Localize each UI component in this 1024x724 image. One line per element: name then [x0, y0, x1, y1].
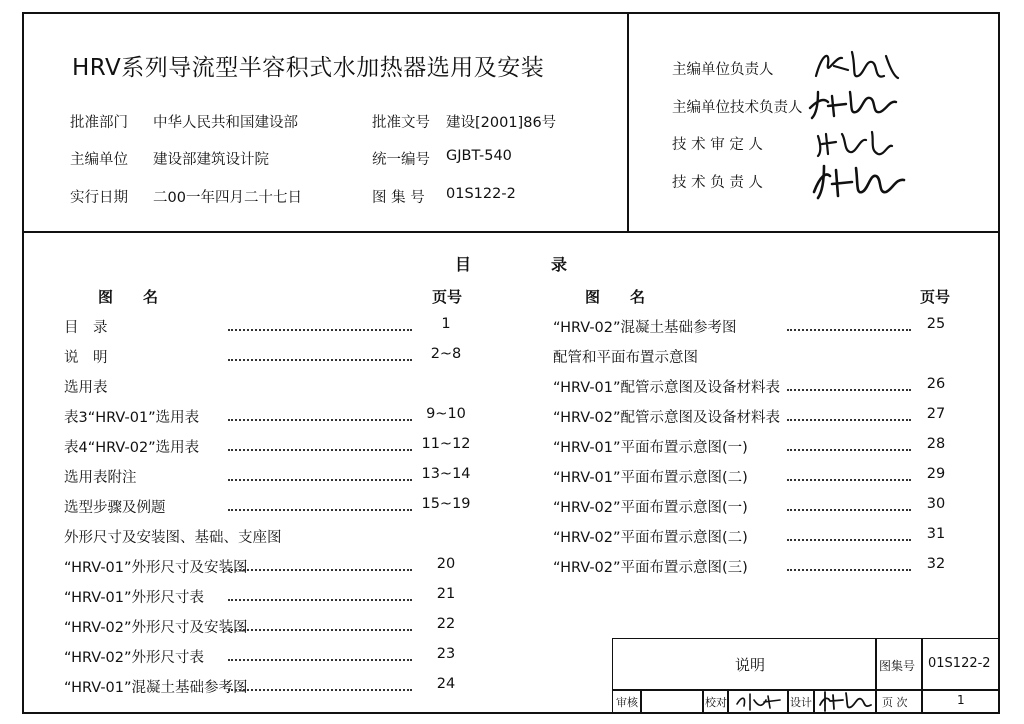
toc-entry-page: 27	[926, 406, 946, 422]
toc-entry-name: “HRV-02”混凝土基础参考图	[553, 320, 737, 336]
toc-leader-dots	[228, 629, 412, 631]
toc-leader-dots	[787, 449, 911, 451]
toc-entry-page: 23	[436, 646, 456, 662]
editor-unit: 建设部建筑设计院	[153, 152, 269, 168]
approval-doc: 建设[2001]86号	[446, 115, 557, 131]
title-block-col-divider	[875, 638, 877, 714]
approval-dept: 中华人民共和国建设部	[153, 115, 298, 131]
toc-leader-dots	[228, 479, 412, 481]
toc-entry-page: 28	[926, 436, 946, 452]
review-label: 审核	[616, 696, 638, 709]
toc-entry-name: 选用表	[64, 380, 108, 396]
toc-entry-name: “HRV-01”外形尺寸及安装图	[64, 560, 248, 576]
page-label: 页 次	[882, 696, 908, 709]
toc-leader-dots	[228, 689, 412, 691]
toc-entry-name: 说 明	[64, 350, 108, 366]
toc-leader-dots	[228, 659, 412, 661]
unified-no: GJBT-540	[446, 148, 512, 164]
toc-entry-page: 9~10	[426, 406, 466, 422]
toc-entry-name: “HRV-02”配管示意图及设备材料表	[553, 410, 781, 426]
toc-entry-name: “HRV-02”平面布置示意图(二)	[553, 530, 748, 546]
toc-entry-name: “HRV-01”外形尺寸表	[64, 590, 205, 606]
toc-entry-page: 15~19	[421, 496, 471, 512]
toc-entry-name: “HRV-02”外形尺寸及安装图	[64, 620, 248, 636]
responsible-label: 主编单位负责人	[672, 62, 774, 78]
title-block-col-divider	[921, 638, 923, 714]
toc-leader-dots	[228, 569, 412, 571]
signature-technical-reviewer	[814, 126, 894, 160]
signature-technical-chief	[806, 86, 898, 122]
responsible-label: 主编单位技术负责人	[672, 100, 803, 116]
title-block-col-divider	[640, 689, 642, 714]
toc-entry-name: “HRV-02”外形尺寸表	[64, 650, 205, 666]
toc-leader-dots	[228, 599, 412, 601]
toc-entry-name: “HRV-01”平面布置示意图(二)	[553, 470, 748, 486]
toc-entry-name: 表4“HRV-02”选用表	[64, 440, 200, 456]
toc-entry-name: 表3“HRV-01”选用表	[64, 410, 200, 426]
toc-entry-page: 32	[926, 556, 946, 572]
right-col-page-header: 页号	[920, 288, 951, 306]
signature-technical-leader	[810, 162, 906, 202]
page-no: 1	[957, 693, 965, 707]
toc-leader-dots	[787, 569, 911, 571]
toc-leader-dots	[787, 479, 911, 481]
toc-leader-dots	[787, 539, 911, 541]
toc-entry-name: “HRV-01”平面布置示意图(一)	[553, 440, 748, 456]
editor-unit-label: 主编单位	[70, 152, 128, 168]
right-col-name-header: 图 名	[585, 288, 646, 306]
toc-leader-dots	[787, 419, 911, 421]
toc-entry-name: 配管和平面布置示意图	[553, 350, 698, 366]
atlas-no-label-tb: 图集号	[879, 659, 916, 673]
sheet-title: 说明	[735, 656, 766, 674]
atlas-no-label: 图 集 号	[372, 190, 425, 206]
left-col-page-header: 页号	[432, 288, 463, 306]
toc-entry-page: 29	[926, 466, 946, 482]
toc-entry-name: 外形尺寸及安装图、基础、支座图	[64, 530, 282, 546]
title-block-col-divider	[787, 689, 789, 714]
toc-entry-name: “HRV-01”配管示意图及设备材料表	[553, 380, 781, 396]
toc-entry-page: 30	[926, 496, 946, 512]
unified-no-label: 统一编号	[372, 152, 430, 168]
atlas-title: HRV系列导流型半容积式水加热器选用及安装	[72, 55, 545, 81]
toc-leader-dots	[228, 359, 412, 361]
design-label: 设计	[790, 696, 812, 709]
signature-checker	[734, 690, 782, 712]
toc-leader-dots	[228, 419, 412, 421]
toc-entry-page: 20	[436, 556, 456, 572]
left-col-name-header: 图 名	[98, 288, 159, 306]
header-vertical-divider	[627, 12, 629, 232]
toc-leader-dots	[787, 329, 911, 331]
title-block-col-divider	[702, 689, 704, 714]
toc-entry-page: 22	[436, 616, 456, 632]
header-divider	[22, 231, 1000, 233]
toc-leader-dots	[228, 509, 412, 511]
toc-entry-page: 24	[436, 676, 456, 692]
toc-entry-name: 选用表附注	[64, 470, 137, 486]
atlas-no: 01S122-2	[446, 186, 516, 202]
approval-dept-label: 批准部门	[70, 115, 128, 131]
toc-entry-page: 31	[926, 526, 946, 542]
toc-entry-page: 1	[441, 316, 451, 332]
toc-entry-page: 13~14	[421, 466, 471, 482]
toc-leader-dots	[787, 389, 911, 391]
signature-chief-editor	[812, 46, 900, 86]
check-label: 校对	[705, 696, 727, 709]
toc-leader-dots	[228, 329, 412, 331]
toc-entry-name: “HRV-01”混凝土基础参考图	[64, 680, 248, 696]
responsible-label: 技 术 审 定 人	[672, 137, 763, 153]
toc-entry-name: 选型步骤及例题	[64, 500, 166, 516]
toc-entry-name: 目 录	[64, 320, 108, 336]
impl-date-label: 实行日期	[70, 190, 128, 206]
impl-date: 二00一年四月二十七日	[153, 190, 302, 206]
toc-entry-name: “HRV-02”平面布置示意图(一)	[553, 500, 748, 516]
toc-heading: 目 录	[455, 255, 568, 274]
toc-entry-name: “HRV-02”平面布置示意图(三)	[553, 560, 748, 576]
toc-entry-page: 11~12	[421, 436, 471, 452]
atlas-no-tb: 01S122-2	[928, 656, 991, 671]
toc-entry-page: 21	[436, 586, 456, 602]
title-block-row-divider	[612, 689, 1000, 691]
approval-doc-label: 批准文号	[372, 115, 430, 131]
title-block-col-divider	[813, 689, 815, 714]
toc-entry-page: 26	[926, 376, 946, 392]
toc-leader-dots	[228, 449, 412, 451]
title-block-col-divider	[727, 689, 729, 714]
signature-designer	[817, 689, 873, 713]
toc-entry-page: 2~8	[430, 346, 462, 362]
toc-leader-dots	[787, 509, 911, 511]
toc-entry-page: 25	[926, 316, 946, 332]
responsible-label: 技 术 负 责 人	[672, 175, 763, 191]
